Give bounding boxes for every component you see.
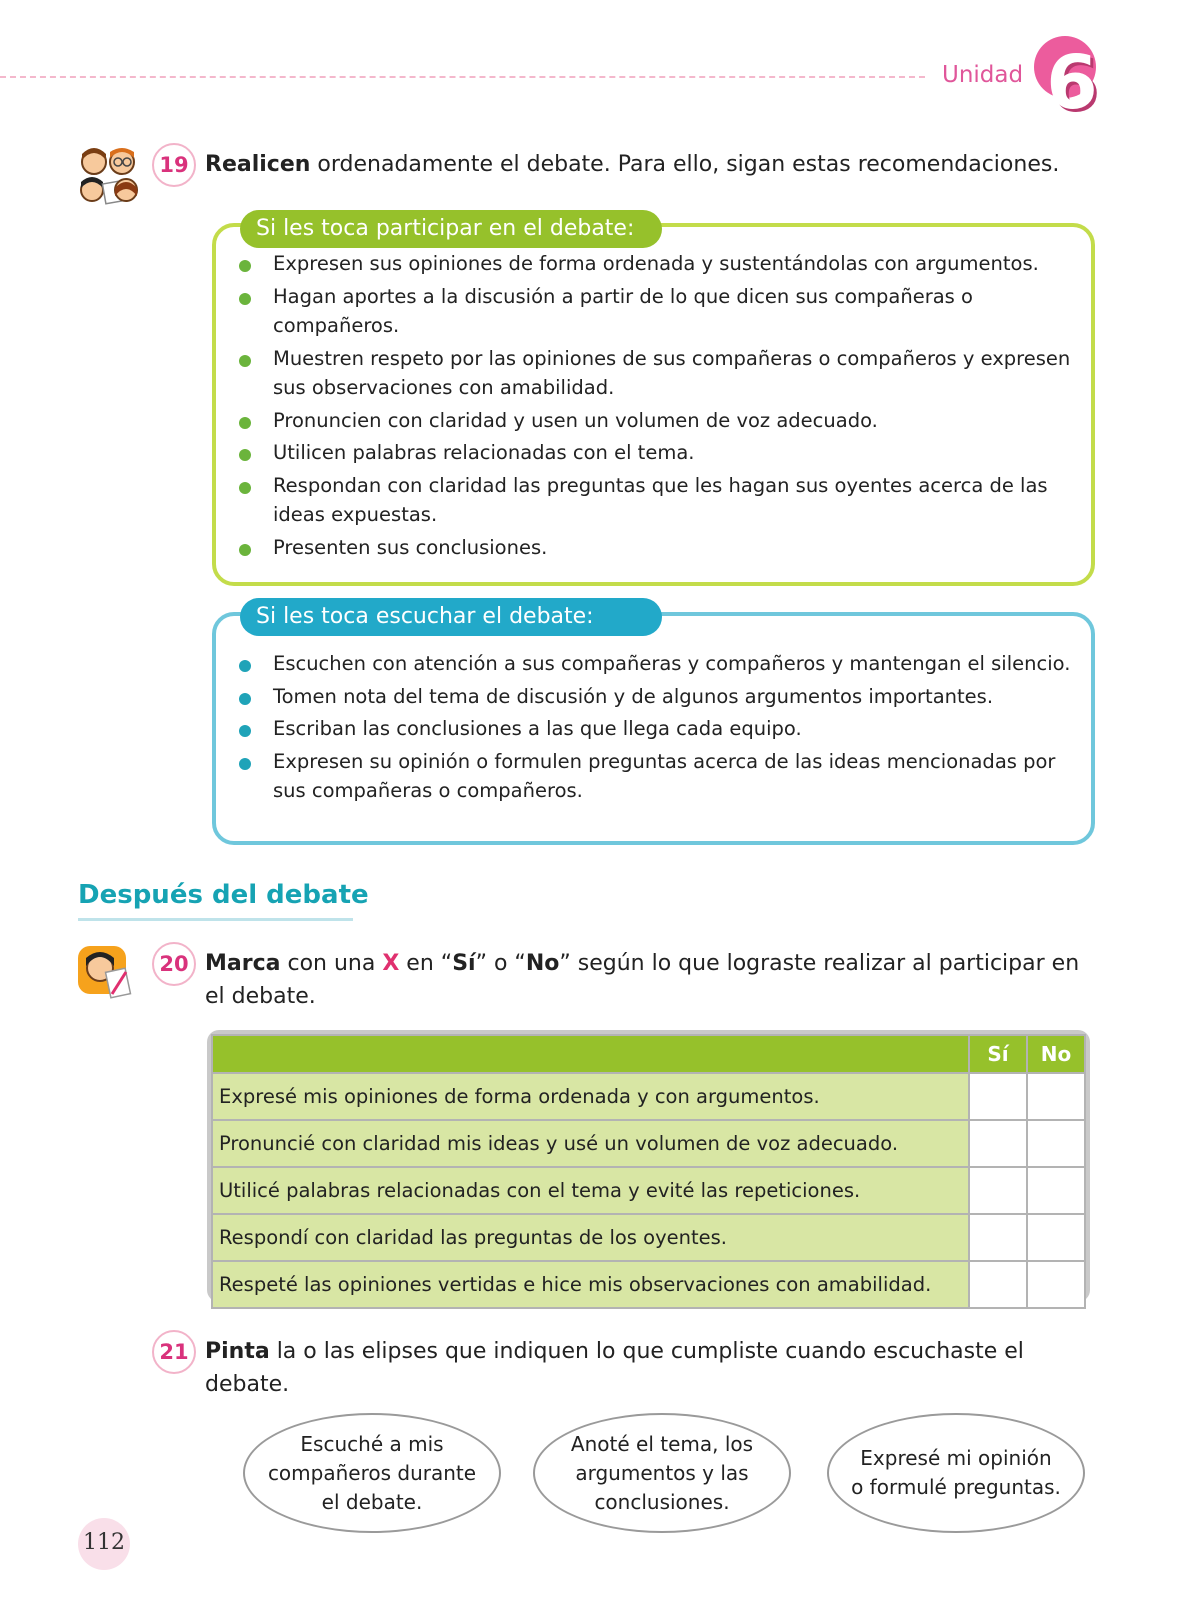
row-statement: Pronuncié con claridad mis ideas y usé un volumen de voz adecuado. [212, 1120, 969, 1167]
list-item: Tomen nota del tema de discusión y de algunos argumentos importantes. [236, 682, 1071, 712]
checkbox-si[interactable] [969, 1073, 1027, 1120]
list-item: Respondan con claridad las preguntas que les hagan sus oyentes acerca de las ideas expuestas. [236, 471, 1071, 530]
activity-number-20: 20 [152, 942, 196, 986]
row-statement: Respeté las opiniones vertidas e hice mis observaciones con amabilidad. [212, 1261, 969, 1308]
listen-list [236, 649, 1071, 809]
header-dashed-line [0, 76, 925, 78]
bullet-icon [239, 355, 251, 367]
listen-title: Si les toca escuchar el debate: [240, 598, 662, 636]
bullet-icon [239, 544, 251, 556]
list-item: Utilicen palabras relacionadas con el tema. [236, 438, 1071, 468]
page-number: 112 [83, 1530, 125, 1555]
checkbox-no[interactable] [1027, 1167, 1085, 1214]
ellipse-option-3[interactable]: Expresé mi opinión o formulé preguntas. [827, 1413, 1085, 1533]
column-si: Sí [969, 1035, 1027, 1073]
activity-19-instruction [205, 148, 1085, 181]
list-item: Expresen sus opiniones de forma ordenada y sustentándolas con argumentos. [236, 249, 1071, 279]
checkbox-si[interactable] [969, 1261, 1027, 1308]
checkbox-no[interactable] [1027, 1214, 1085, 1261]
column-no: No [1027, 1035, 1085, 1073]
student-writing-icon [76, 944, 142, 1002]
activity-number-19: 19 [152, 143, 196, 187]
activity-21-verb: Pinta [205, 1339, 270, 1364]
table-row [212, 1214, 1085, 1261]
list-item: Hagan aportes a la discusión a partir de lo que dicen sus compañeras o compañeros. [236, 282, 1071, 341]
bullet-icon [239, 482, 251, 494]
unit-number: 6 [1046, 40, 1098, 126]
checkbox-no[interactable] [1027, 1120, 1085, 1167]
list-item: Pronuncien con claridad y usen un volumen de voz adecuado. [236, 406, 1071, 436]
checkbox-si[interactable] [969, 1167, 1027, 1214]
participate-list [236, 249, 1071, 565]
list-item: Expresen su opinión o formulen preguntas acerca de las ideas mencionadas por sus compañeras o compañeros. [236, 747, 1071, 806]
bullet-icon [239, 725, 251, 737]
bullet-icon [239, 293, 251, 305]
self-evaluation-table [211, 1034, 1086, 1309]
checkbox-no[interactable] [1027, 1073, 1085, 1120]
checkbox-no[interactable] [1027, 1261, 1085, 1308]
row-statement: Expresé mis opiniones de forma ordenada y con argumentos. [212, 1073, 969, 1120]
bullet-icon [239, 693, 251, 705]
row-statement: Utilicé palabras relacionadas con el tema y evité las repeticiones. [212, 1167, 969, 1214]
bullet-icon [239, 660, 251, 672]
team-icon [76, 146, 142, 204]
bullet-icon [239, 758, 251, 770]
row-statement: Respondí con claridad las preguntas de los oyentes. [212, 1214, 969, 1261]
activity-19-verb: Realicen [205, 152, 311, 177]
bullet-icon [239, 449, 251, 461]
section-underline [78, 918, 353, 921]
table-header-row [212, 1035, 1085, 1073]
activity-19-text: ordenadamente el debate. Para ello, sigan estas recomendaciones. [310, 152, 1060, 177]
unit-label: Unidad [942, 62, 1024, 88]
checkbox-si[interactable] [969, 1120, 1027, 1167]
list-item: Escuchen con atención a sus compañeras y compañeros y mantengan el silencio. [236, 649, 1071, 679]
bullet-icon [239, 260, 251, 272]
checkbox-si[interactable] [969, 1214, 1027, 1261]
table-row [212, 1073, 1085, 1120]
section-title: Después del debate [78, 880, 369, 910]
activity-number-21: 21 [152, 1330, 196, 1374]
table-row [212, 1120, 1085, 1167]
activity-21-instruction [205, 1335, 1085, 1401]
ellipse-option-2[interactable]: Anoté el tema, los argumentos y las conclusiones. [533, 1413, 791, 1533]
activity-21-text: la o las elipses que indiquen lo que cumpliste cuando escuchaste el debate. [205, 1339, 1024, 1397]
table-row [212, 1261, 1085, 1308]
list-item: Muestren respeto por las opiniones de sus compañeras o compañeros y expresen sus observaciones con amabilidad. [236, 344, 1071, 403]
list-item: Presenten sus conclusiones. [236, 533, 1071, 563]
bullet-icon [239, 417, 251, 429]
ellipse-option-1[interactable]: Escuché a mis compañeros durante el debate. [243, 1413, 501, 1533]
table-row [212, 1167, 1085, 1214]
activity-20-instruction: Marca con una X en “Sí” o “No” según lo que lograste realizar al participar en el debate. [205, 951, 1080, 1009]
list-item: Escriban las conclusiones a las que llega cada equipo. [236, 714, 1071, 744]
participate-title: Si les toca participar en el debate: [240, 210, 662, 248]
table-header-empty [212, 1035, 969, 1073]
